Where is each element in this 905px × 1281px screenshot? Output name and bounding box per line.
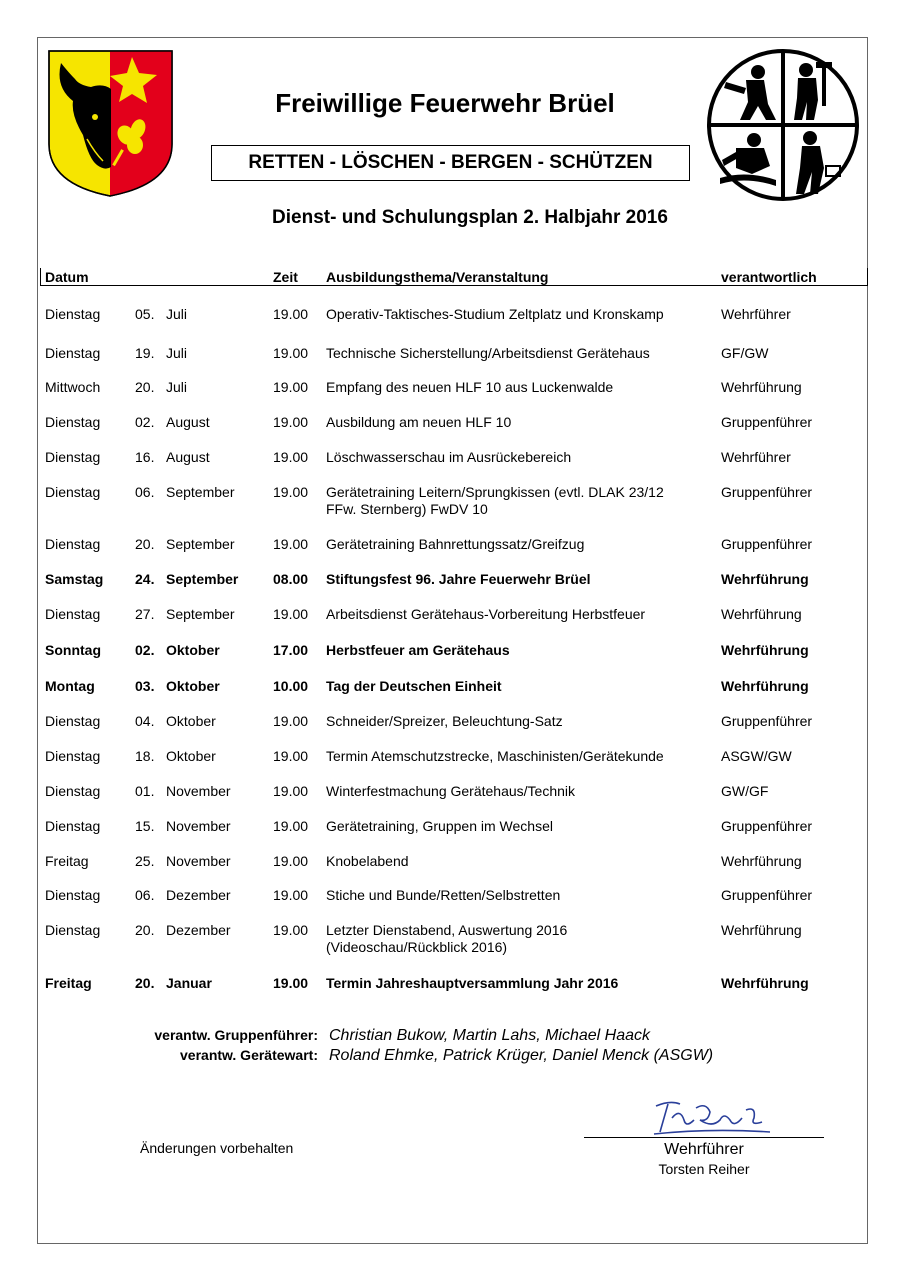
row-topic-continuation: FFw. Sternberg) FwDV 10 bbox=[326, 501, 488, 517]
row-month: November bbox=[166, 783, 231, 799]
signer-role: Wehrführer bbox=[664, 1141, 744, 1158]
row-date-number: 05. bbox=[135, 306, 155, 322]
motto-box: RETTEN - LÖSCHEN - BERGEN - SCHÜTZEN bbox=[211, 145, 690, 181]
row-date-number: 18. bbox=[135, 748, 155, 764]
row-date-number: 15. bbox=[135, 818, 155, 834]
row-topic: Löschwasserschau im Ausrückebereich bbox=[326, 449, 572, 465]
row-day: Dienstag bbox=[45, 748, 101, 764]
row-time: 19.00 bbox=[273, 922, 309, 938]
row-date-number: 20. bbox=[135, 379, 155, 395]
row-month: September bbox=[166, 536, 235, 552]
row-date-number: 02. bbox=[135, 642, 155, 658]
row-date-number: 06. bbox=[135, 887, 155, 903]
row-responsible: Wehrführung bbox=[721, 853, 802, 869]
row-date-number: 19. bbox=[135, 345, 155, 361]
coat-of-arms-icon bbox=[47, 49, 174, 198]
row-topic-continuation: (Videoschau/Rückblick 2016) bbox=[326, 939, 508, 955]
row-month: Dezember bbox=[166, 887, 231, 903]
row-time: 19.00 bbox=[273, 783, 309, 799]
row-month: September bbox=[166, 484, 235, 500]
row-responsible: Gruppenführer bbox=[721, 713, 813, 729]
row-month: Oktober bbox=[166, 748, 216, 764]
signature-line bbox=[584, 1137, 824, 1138]
row-responsible: GF/GW bbox=[721, 345, 769, 361]
row-time: 19.00 bbox=[273, 379, 309, 395]
row-topic: Schneider/Spreizer, Beleuchtung-Satz bbox=[326, 713, 563, 729]
row-responsible: Gruppenführer bbox=[721, 484, 813, 500]
row-responsible: Gruppenführer bbox=[721, 887, 813, 903]
row-time: 19.00 bbox=[273, 345, 309, 361]
row-date-number: 20. bbox=[135, 536, 155, 552]
row-time: 10.00 bbox=[273, 678, 309, 694]
row-day: Dienstag bbox=[45, 922, 101, 938]
table-header bbox=[40, 268, 868, 286]
row-responsible: Wehrführer bbox=[721, 306, 791, 322]
col-header-time: Zeit bbox=[273, 269, 298, 285]
plan-subtitle: Dienst- und Schulungsplan 2. Halbjahr 2016 bbox=[272, 207, 668, 228]
signer-name: Torsten Reiher bbox=[658, 1161, 750, 1177]
row-month: August bbox=[166, 414, 210, 430]
row-topic: Empfang des neuen HLF 10 aus Luckenwalde bbox=[326, 379, 614, 395]
row-topic: Tag der Deutschen Einheit bbox=[326, 678, 502, 694]
row-topic: Operativ-Taktisches-Studium Zeltplatz und Kronskamp bbox=[326, 306, 664, 322]
row-topic: Ausbildung am neuen HLF 10 bbox=[326, 414, 512, 430]
row-date-number: 20. bbox=[135, 922, 155, 938]
row-responsible: Wehrführung bbox=[721, 571, 809, 587]
row-time: 19.00 bbox=[273, 306, 309, 322]
row-month: Juli bbox=[166, 306, 188, 322]
row-day: Freitag bbox=[45, 975, 92, 991]
row-time: 19.00 bbox=[273, 818, 309, 834]
col-header-responsible: verantwortlich bbox=[721, 269, 817, 285]
row-responsible: Wehrführung bbox=[721, 642, 809, 658]
row-responsible: Wehrführung bbox=[721, 606, 802, 622]
row-day: Dienstag bbox=[45, 783, 101, 799]
row-responsible: Gruppenführer bbox=[721, 414, 813, 430]
row-time: 19.00 bbox=[273, 713, 309, 729]
row-month: Januar bbox=[166, 975, 212, 991]
row-date-number: 25. bbox=[135, 853, 155, 869]
row-topic: Arbeitsdienst Gerätehaus-Vorbereitung Herbstfeuer bbox=[326, 606, 646, 622]
row-topic: Knobelabend bbox=[326, 853, 409, 869]
row-month: September bbox=[166, 606, 235, 622]
row-month: Oktober bbox=[166, 678, 220, 694]
responsible-value-equipment: Roland Ehmke, Patrick Krüger, Daniel Menck (ASGW) bbox=[329, 1047, 714, 1064]
row-time: 19.00 bbox=[273, 853, 309, 869]
row-responsible: Wehrführung bbox=[721, 975, 809, 991]
row-time: 19.00 bbox=[273, 748, 309, 764]
row-topic: Gerätetraining Leitern/Sprungkissen (evtl. DLAK 23/12 bbox=[326, 484, 664, 500]
row-time: 19.00 bbox=[273, 536, 309, 552]
row-topic: Gerätetraining, Gruppen im Wechsel bbox=[326, 818, 553, 834]
row-responsible: Wehrführung bbox=[721, 922, 802, 938]
row-day: Dienstag bbox=[45, 713, 101, 729]
row-day: Dienstag bbox=[45, 449, 101, 465]
row-day: Montag bbox=[45, 678, 95, 694]
row-time: 19.00 bbox=[273, 606, 309, 622]
signature-icon bbox=[650, 1098, 775, 1138]
changes-note: Änderungen vorbehalten bbox=[140, 1140, 294, 1156]
row-topic: Stiftungsfest 96. Jahre Feuerwehr Brüel bbox=[326, 571, 591, 587]
row-responsible: Wehrführung bbox=[721, 678, 809, 694]
row-day: Dienstag bbox=[45, 606, 101, 622]
row-date-number: 06. bbox=[135, 484, 155, 500]
row-month: August bbox=[166, 449, 210, 465]
row-responsible: ASGW/GW bbox=[721, 748, 792, 764]
row-day: Mittwoch bbox=[45, 379, 101, 395]
row-date-number: 20. bbox=[135, 975, 155, 991]
col-header-date: Datum bbox=[45, 269, 89, 285]
row-month: Dezember bbox=[166, 922, 231, 938]
responsible-label-equipment: verantw. Gerätewart: bbox=[180, 1047, 318, 1063]
row-responsible: Wehrführung bbox=[721, 379, 802, 395]
row-time: 19.00 bbox=[273, 887, 309, 903]
row-topic: Herbstfeuer am Gerätehaus bbox=[326, 642, 510, 658]
fire-brigade-emblem-icon bbox=[706, 48, 860, 202]
row-time: 19.00 bbox=[273, 449, 309, 465]
row-month: September bbox=[166, 571, 239, 587]
row-responsible: GW/GF bbox=[721, 783, 769, 799]
row-date-number: 03. bbox=[135, 678, 155, 694]
col-header-topic: Ausbildungsthema/Veranstaltung bbox=[326, 269, 549, 285]
row-date-number: 24. bbox=[135, 571, 155, 587]
row-time: 17.00 bbox=[273, 642, 309, 658]
row-month: Juli bbox=[166, 345, 188, 361]
page-title: Freiwillige Feuerwehr Brüel bbox=[275, 88, 615, 118]
row-responsible: Gruppenführer bbox=[721, 536, 813, 552]
row-time: 19.00 bbox=[273, 484, 309, 500]
row-day: Dienstag bbox=[45, 887, 101, 903]
row-topic: Technische Sicherstellung/Arbeitsdienst Gerätehaus bbox=[326, 345, 650, 361]
row-topic: Gerätetraining Bahnrettungssatz/Greifzug bbox=[326, 536, 585, 552]
row-topic: Letzter Dienstabend, Auswertung 2016 bbox=[326, 922, 568, 938]
row-day: Freitag bbox=[45, 853, 89, 869]
responsible-label-groupleaders: verantw. Gruppenführer: bbox=[154, 1027, 318, 1043]
row-responsible: Gruppenführer bbox=[721, 818, 813, 834]
row-date-number: 16. bbox=[135, 449, 155, 465]
row-date-number: 01. bbox=[135, 783, 155, 799]
row-time: 19.00 bbox=[273, 414, 309, 430]
row-time: 08.00 bbox=[273, 571, 309, 587]
row-month: Oktober bbox=[166, 642, 220, 658]
row-day: Dienstag bbox=[45, 414, 101, 430]
row-topic: Winterfestmachung Gerätehaus/Technik bbox=[326, 783, 576, 799]
row-month: November bbox=[166, 853, 231, 869]
row-day: Dienstag bbox=[45, 484, 101, 500]
row-month: November bbox=[166, 818, 231, 834]
row-topic: Termin Jahreshauptversammlung Jahr 2016 bbox=[326, 975, 619, 991]
row-responsible: Wehrführer bbox=[721, 449, 791, 465]
row-date-number: 04. bbox=[135, 713, 155, 729]
row-day: Sonntag bbox=[45, 642, 101, 658]
row-month: Oktober bbox=[166, 713, 216, 729]
row-day: Dienstag bbox=[45, 818, 101, 834]
row-date-number: 02. bbox=[135, 414, 155, 430]
row-time: 19.00 bbox=[273, 975, 309, 991]
responsible-value-groupleaders: Christian Bukow, Martin Lahs, Michael Haack bbox=[329, 1027, 651, 1044]
row-day: Dienstag bbox=[45, 536, 101, 552]
row-date-number: 27. bbox=[135, 606, 155, 622]
row-topic: Stiche und Bunde/Retten/Selbstretten bbox=[326, 887, 561, 903]
row-day: Dienstag bbox=[45, 306, 101, 322]
row-topic: Termin Atemschutzstrecke, Maschinisten/Gerätekunde bbox=[326, 748, 664, 764]
row-day: Samstag bbox=[45, 571, 104, 587]
row-day: Dienstag bbox=[45, 345, 101, 361]
row-month: Juli bbox=[166, 379, 188, 395]
